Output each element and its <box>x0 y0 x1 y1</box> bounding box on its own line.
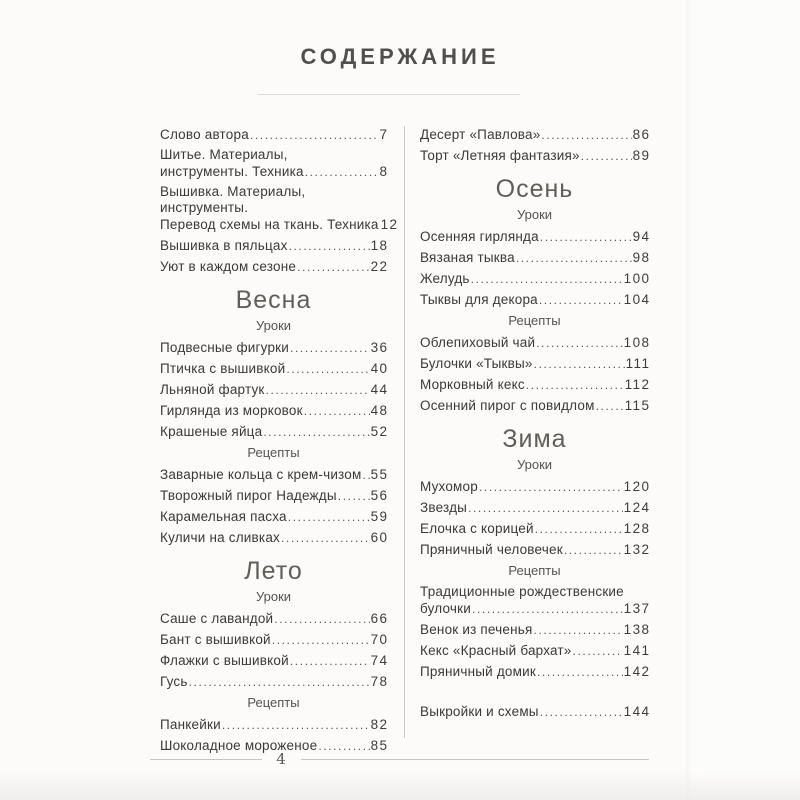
toc-entry <box>420 642 649 660</box>
entry-title-wrap-line: Вышивка. Материалы, инструменты. <box>160 184 306 215</box>
dot-leader <box>472 600 623 618</box>
dot-leader <box>468 499 623 517</box>
dot-leader <box>290 339 370 357</box>
entry-title: Тыквы для декора <box>420 292 538 307</box>
season-heading: Зима <box>502 425 567 453</box>
entry-title: Крашеные яйца <box>160 424 263 439</box>
footer-rule-left <box>150 759 262 760</box>
toc-entry <box>420 621 649 639</box>
entry-line <box>420 541 649 559</box>
dot-leader <box>338 487 370 505</box>
entry-title: Саше с лавандой <box>160 611 274 626</box>
season-heading: Лето <box>244 557 303 585</box>
dot-leader <box>540 703 623 721</box>
entry-title: Вязаная тыква <box>420 250 515 265</box>
entry-line <box>420 249 649 267</box>
entry-title: Торт «Летняя фантазия» <box>420 148 580 163</box>
title-rule <box>258 94 520 95</box>
entry-line <box>160 487 387 505</box>
entry-title: Звезды <box>420 500 468 515</box>
toc-entry <box>420 355 649 373</box>
entry-title: Птичка с вышивкой <box>160 361 286 376</box>
toc-entry <box>160 381 387 399</box>
entry-line <box>160 237 387 255</box>
toc-entry <box>160 423 387 441</box>
toc-entry <box>420 291 649 309</box>
section-subheading: Уроки <box>516 457 553 472</box>
dot-leader <box>266 381 370 399</box>
toc-entry <box>160 360 387 378</box>
entry-page-number: 138 <box>623 622 651 637</box>
toc <box>160 126 650 758</box>
entry-title: Венок из печенья <box>420 622 533 637</box>
toc-entry <box>420 478 649 496</box>
toc-entry <box>160 508 387 526</box>
entry-line <box>420 642 649 660</box>
toc-entry <box>160 673 387 691</box>
entry-page-number: 12 <box>380 217 399 232</box>
entry-line <box>160 339 387 357</box>
entry-title: Уют в каждом сезоне <box>160 259 297 274</box>
toc-entry <box>160 716 387 734</box>
entry-page-number: 94 <box>632 229 651 244</box>
page-title: СОДЕРЖАНИЕ <box>300 44 500 69</box>
entry-line <box>420 291 649 309</box>
entry-page-number: 144 <box>623 704 651 719</box>
entry-page-number: 44 <box>370 382 389 397</box>
entry-page-number: 115 <box>624 398 651 413</box>
entry-line <box>160 163 387 181</box>
entry-page-number: 8 <box>379 164 389 179</box>
section-subheading: Рецепты <box>508 563 561 578</box>
entry-title: Шоколадное мороженое <box>160 738 318 753</box>
toc-column-right <box>420 126 649 724</box>
entry-page-number: 56 <box>370 488 389 503</box>
toc-entry <box>420 126 649 144</box>
section-subheading: Рецепты <box>247 695 300 710</box>
toc-entry <box>420 270 649 288</box>
entry-title: Кекс «Красный бархат» <box>420 643 572 658</box>
dot-leader <box>288 508 370 526</box>
dot-leader <box>305 163 379 181</box>
toc-entry <box>160 487 387 505</box>
entry-page-number: 66 <box>370 611 389 626</box>
entry-title: Вышивка в пяльцах <box>160 238 288 253</box>
entry-page-number: 55 <box>370 467 389 482</box>
entry-line <box>160 673 387 691</box>
toc-entry <box>160 184 399 234</box>
toc-entry <box>160 402 387 420</box>
toc-entry <box>160 652 387 670</box>
toc-entry <box>420 499 649 517</box>
page-bottom-shadow <box>0 772 800 800</box>
dot-leader <box>581 147 632 165</box>
entry-line <box>160 508 387 526</box>
entry-line <box>420 147 649 165</box>
page-number: 4 <box>276 750 286 768</box>
entry-line <box>160 216 399 234</box>
dot-leader <box>286 360 369 378</box>
toc-entry <box>420 703 649 721</box>
season-heading: Осень <box>495 175 574 203</box>
entry-title: Льняной фартук <box>160 382 265 397</box>
entry-title: Булочки «Тыквы» <box>420 356 533 371</box>
toc-entry <box>160 147 387 181</box>
entry-line <box>420 600 649 618</box>
entry-page-number: 104 <box>623 292 651 307</box>
entry-page-number: 142 <box>623 664 651 679</box>
dot-leader <box>297 258 369 276</box>
entry-title: инструменты. Техника <box>160 164 304 179</box>
entry-title: Карамельная пасха <box>160 509 287 524</box>
section-subheading: Рецепты <box>247 445 300 460</box>
section-subheading: Рецепты <box>508 313 561 328</box>
entry-title: Морковный кекс <box>420 377 525 392</box>
entry-line <box>160 529 387 547</box>
dot-leader <box>289 237 370 255</box>
dot-leader <box>534 621 623 639</box>
entry-line <box>420 376 649 394</box>
entry-line <box>160 652 387 670</box>
toc-entry <box>160 237 387 255</box>
entry-page-number: 112 <box>624 377 651 392</box>
entry-line <box>420 520 649 538</box>
entry-page-number: 89 <box>632 148 651 163</box>
toc-entry <box>420 376 649 394</box>
entry-line <box>160 610 387 628</box>
entry-page-number: 22 <box>370 259 389 274</box>
entry-page-number: 78 <box>370 674 389 689</box>
entry-page-number: 100 <box>623 271 651 286</box>
entry-line <box>160 381 387 399</box>
entry-line <box>160 423 387 441</box>
footer-rule-right <box>301 759 649 760</box>
entry-line <box>160 466 387 484</box>
toc-entry <box>160 610 387 628</box>
dot-leader <box>281 529 370 547</box>
entry-line <box>160 716 387 734</box>
entry-title: Перевод схемы на ткань. Техника <box>160 217 379 232</box>
toc-entry <box>160 631 387 649</box>
entry-title-wrap-line: Традиционные рождественские <box>420 584 624 599</box>
entry-line <box>420 228 649 246</box>
entry-line <box>160 402 387 420</box>
entry-line <box>420 663 649 681</box>
season-heading: Весна <box>235 286 312 314</box>
entry-line <box>420 270 649 288</box>
dot-leader <box>250 126 379 144</box>
dot-leader <box>471 270 623 288</box>
dot-leader <box>536 334 622 352</box>
entry-line <box>420 499 649 517</box>
entry-title: Пряничный домик <box>420 664 536 679</box>
dot-leader <box>318 737 369 755</box>
toc-entry <box>160 258 387 276</box>
entry-line <box>160 258 387 276</box>
entry-page-number: 128 <box>623 521 651 536</box>
entry-title: Бант с вышивкой <box>160 632 271 647</box>
dot-leader <box>304 402 370 420</box>
entry-page-number: 40 <box>370 361 389 376</box>
entry-page-number: 7 <box>379 127 389 142</box>
toc-entry <box>160 339 387 357</box>
dot-leader <box>222 716 370 734</box>
dot-leader <box>540 228 632 246</box>
entry-title: Десерт «Павлова» <box>420 127 541 142</box>
entry-title: Заварные кольца с крем-чизом <box>160 467 362 482</box>
dot-leader <box>479 478 623 496</box>
entry-page-number: 85 <box>370 738 389 753</box>
entry-title: Облепиховый чай <box>420 335 536 350</box>
entry-title: Мухомор <box>420 479 478 494</box>
dot-leader <box>534 355 625 373</box>
toc-entry <box>420 397 649 415</box>
entry-title: Елочка с корицей <box>420 521 534 536</box>
toc-entry <box>420 147 649 165</box>
entry-page-number: 120 <box>623 479 651 494</box>
entry-line <box>420 334 649 352</box>
entry-page-number: 70 <box>370 632 389 647</box>
entry-page-number: 74 <box>370 653 389 668</box>
dot-leader <box>189 673 370 691</box>
entry-line <box>420 126 649 144</box>
toc-entry <box>160 126 387 144</box>
toc-entry <box>420 334 649 352</box>
dot-leader <box>272 631 370 649</box>
entry-title: Выкройки и схемы <box>420 704 539 719</box>
toc-column-left <box>160 126 399 758</box>
dot-leader <box>516 249 632 267</box>
dot-leader <box>539 291 623 309</box>
dot-leader <box>274 610 369 628</box>
section-subheading: Уроки <box>516 207 553 222</box>
dot-leader <box>541 126 631 144</box>
entry-title: Желудь <box>420 271 470 286</box>
entry-page-number: 132 <box>623 542 651 557</box>
dot-leader <box>263 423 369 441</box>
page-edge-shadow <box>686 0 800 800</box>
entry-page-number: 124 <box>623 500 651 515</box>
entry-page-number: 137 <box>623 601 651 616</box>
section-subheading: Уроки <box>255 589 292 604</box>
dot-leader <box>596 397 624 415</box>
entry-line <box>420 397 649 415</box>
entry-page-number: 36 <box>370 340 389 355</box>
entry-line <box>160 631 387 649</box>
entry-title: булочки <box>420 601 472 616</box>
entry-line <box>160 126 387 144</box>
dot-leader <box>363 466 370 484</box>
entry-title: Гусь <box>160 674 188 689</box>
dot-leader <box>537 663 623 681</box>
entry-title: Осенний пирог с повидлом <box>420 398 595 413</box>
entry-title: Слово автора <box>160 127 249 142</box>
entry-page-number: 86 <box>632 127 651 142</box>
toc-entry <box>420 228 649 246</box>
entry-line <box>420 621 649 639</box>
entry-line <box>420 703 649 721</box>
entry-line <box>160 360 387 378</box>
list-spacer <box>420 684 649 703</box>
toc-entry <box>420 663 649 681</box>
entry-page-number: 60 <box>370 530 389 545</box>
column-divider <box>404 126 405 738</box>
toc-entry <box>420 520 649 538</box>
entry-title: Пряничный человечек <box>420 542 563 557</box>
entry-title: Гирлянда из морковок <box>160 403 303 418</box>
toc-entry <box>420 584 649 618</box>
section-subheading: Уроки <box>255 318 292 333</box>
dot-leader <box>564 541 623 559</box>
entry-page-number: 98 <box>632 250 651 265</box>
toc-entry <box>420 541 649 559</box>
entry-line <box>420 478 649 496</box>
entry-title: Подвесные фигурки <box>160 340 290 355</box>
entry-title: Куличи на сливках <box>160 530 280 545</box>
entry-title: Творожный пирог Надежды <box>160 488 337 503</box>
entry-page-number: 18 <box>370 238 389 253</box>
entry-title: Осенняя гирлянда <box>420 229 539 244</box>
toc-entry <box>160 466 387 484</box>
entry-page-number: 82 <box>370 717 389 732</box>
entry-page-number: 52 <box>370 424 389 439</box>
dot-leader <box>573 642 623 660</box>
entry-title: Флажки с вышивкой <box>160 653 289 668</box>
entry-title-wrap-line: Шитье. Материалы, <box>160 147 288 162</box>
dot-leader <box>290 652 370 670</box>
toc-entry <box>160 529 387 547</box>
entry-page-number: 141 <box>623 643 651 658</box>
entry-page-number: 108 <box>623 335 651 350</box>
dot-leader <box>535 520 623 538</box>
entry-page-number: 48 <box>370 403 389 418</box>
entry-page-number: 59 <box>370 509 389 524</box>
entry-line <box>420 355 649 373</box>
entry-title: Панкейки <box>160 717 221 732</box>
toc-entry <box>420 249 649 267</box>
entry-page-number: 111 <box>625 356 651 371</box>
dot-leader <box>526 376 624 394</box>
